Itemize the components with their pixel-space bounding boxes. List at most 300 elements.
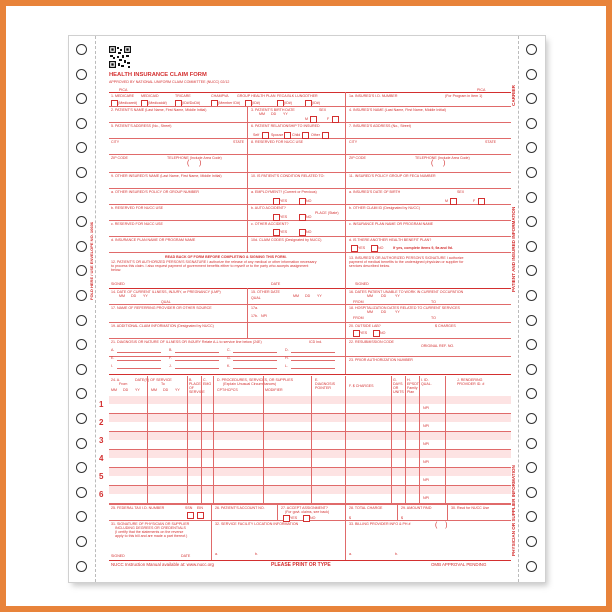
diagnosis-letter: F. — [169, 356, 172, 360]
label-from: From — [119, 382, 128, 386]
left-tractor-hole — [76, 487, 87, 498]
dd-15: DD — [305, 294, 311, 298]
service-line-npi: NPI — [423, 406, 429, 410]
right-tractor-hole — [526, 265, 537, 276]
child-checkbox[interactable] — [302, 132, 309, 139]
left-tractor-hole — [76, 388, 87, 399]
label-city: CITY — [111, 140, 120, 144]
rule — [109, 520, 511, 521]
spouse-checkbox[interactable] — [284, 132, 291, 139]
label-telephone-insured: TELEPHONE (Include Area Code) — [415, 156, 470, 160]
approval-note: APPROVED BY NATIONAL UNIFORM CLAIM COMMITTEE (NUCC) 02/12 — [109, 80, 230, 84]
lab-yes-checkbox[interactable] — [353, 330, 360, 337]
right-tractor-hole — [526, 69, 537, 80]
diagnosis-line[interactable] — [233, 368, 277, 369]
form-title: HEALTH INSURANCE CLAIM FORM — [109, 72, 207, 78]
sex-f-11a-checkbox[interactable] — [478, 198, 485, 205]
rule — [345, 92, 346, 374]
right-tractor-hole — [526, 216, 537, 227]
label-24d: D. PROCEDURES, SERVICES, OR SUPPLIES — [217, 378, 294, 382]
left-tractor-hole — [76, 69, 87, 80]
right-tractor-hole — [526, 44, 537, 55]
footer-nucc: NUCC Instruction Manual available at: www.nucc.org — [111, 562, 214, 567]
label-11d: d. IS THERE ANOTHER HEALTH BENEFIT PLAN? — [349, 238, 432, 242]
employment-no-checkbox[interactable] — [299, 198, 306, 205]
label-24e: E. DIAGNOSIS POINTER — [315, 378, 335, 390]
phone-parens-insured: ( ) — [431, 160, 446, 167]
npi-17b: NPI — [261, 314, 267, 318]
label-24f: F. $ CHARGES — [349, 384, 374, 388]
right-tractor-strip — [518, 36, 545, 582]
date-31: DATE — [181, 554, 191, 558]
label-patient-address: 5. PATIENT'S ADDRESS (No., Street) — [111, 124, 172, 128]
label-12: 12. PATIENT'S OR AUTHORIZED PERSON'S SIGNATURE I authorize the release of any medical or other information necessary — [111, 260, 317, 264]
service-line-shaded — [109, 414, 511, 422]
sex-m-11a-checkbox[interactable] — [450, 198, 457, 205]
yy-16: YY — [395, 294, 400, 298]
icd-ind: ICD Ind. — [309, 340, 323, 344]
label-26: 26. PATIENT'S ACCOUNT NO. — [215, 506, 265, 510]
service-column-rule — [201, 376, 202, 504]
diagnosis-line[interactable] — [291, 352, 335, 353]
left-tractor-strip — [69, 36, 96, 582]
service-column-rule — [391, 376, 392, 504]
service-line-shaded — [109, 432, 511, 440]
right-tractor-hole — [526, 315, 537, 326]
diagnosis-letter: B. — [169, 348, 173, 352]
rel-self: Self — [253, 133, 260, 137]
label-reserved-8: 8. RESERVED FOR NUCC USE — [251, 140, 304, 144]
rel-other-checkbox[interactable] — [322, 132, 329, 139]
label-ssn: SSN — [185, 506, 193, 510]
another-plan-yes-checkbox[interactable] — [351, 245, 358, 252]
label-20: 20. OUTSIDE LAB? — [349, 324, 381, 328]
mm-14: MM — [119, 294, 125, 298]
left-tractor-hole — [76, 216, 87, 227]
label-sex-11a: SEX — [457, 190, 465, 194]
service-column-rule — [445, 376, 446, 504]
charges-20: $ CHARGES — [435, 324, 456, 328]
diagnosis-line[interactable] — [175, 360, 219, 361]
label-13c: services described below. — [349, 264, 390, 268]
label-9b: b. RESERVED FOR NUCC USE — [111, 206, 164, 210]
service-line-number: 5 — [99, 472, 104, 481]
dollar-28: $ — [349, 516, 351, 520]
rule — [109, 322, 511, 323]
self-checkbox[interactable] — [262, 132, 269, 139]
rule — [109, 304, 511, 305]
service-line-number: 4 — [99, 454, 104, 463]
label-33b: b. — [395, 552, 398, 556]
rule — [345, 504, 346, 560]
rule — [247, 106, 248, 252]
opt-champva: (Member ID#) — [218, 101, 241, 105]
right-tractor-hole — [526, 241, 537, 252]
opt-medicare: (Medicare#) — [118, 101, 138, 105]
label-sex: SEX — [319, 108, 327, 112]
rule — [447, 504, 448, 520]
rule — [109, 374, 511, 375]
label-17b: 17b. — [251, 314, 258, 318]
diagnosis-line[interactable] — [117, 368, 161, 369]
rule — [397, 504, 398, 520]
carrier-label: CARRIER — [511, 85, 516, 106]
label-24g: G. DAYS OR UNITS — [393, 378, 404, 394]
other-acc-yes-checkbox[interactable] — [273, 229, 280, 236]
service-line-rule — [109, 503, 511, 504]
label-32: 32. SERVICE FACILITY LOCATION INFORMATION — [215, 522, 299, 526]
right-tractor-hole — [526, 364, 537, 375]
label-group-health: GROUP HEALTH PLAN — [237, 94, 276, 98]
label-22: 22. RESUBMISSION CODE — [349, 340, 394, 344]
opt-group: (ID#) — [252, 101, 260, 105]
opt-feca: (ID#) — [284, 101, 292, 105]
service-column-rule — [311, 376, 312, 504]
label-32a: a. — [215, 552, 218, 556]
label-24h: H. EPSDT Family Plan — [407, 378, 419, 394]
left-tractor-hole — [76, 462, 87, 473]
label-24a: 24. A. — [111, 378, 121, 382]
right-tractor-hole — [526, 339, 537, 350]
diagnosis-letter: D. — [285, 348, 289, 352]
from-16: FROM — [353, 300, 364, 304]
yes-10b: YES — [280, 215, 288, 219]
label-birth-date: 3. PATIENT'S BIRTH DATE — [251, 108, 295, 112]
service-column-rule — [419, 376, 420, 504]
label-to: To — [161, 382, 165, 386]
yy-24-to: YY — [175, 388, 180, 392]
service-line-shaded — [109, 486, 511, 494]
dd-16: DD — [381, 294, 387, 298]
right-tractor-hole — [526, 388, 537, 399]
left-tractor-hole — [76, 44, 87, 55]
label-31d: apply to this bill and are made a part thereof.) — [115, 534, 188, 538]
rule — [109, 138, 511, 139]
rule — [109, 560, 511, 561]
right-tractor-hole — [526, 290, 537, 301]
label-11c: c. INSURANCE PLAN NAME OR PROGRAM NAME — [349, 222, 434, 226]
label-16: 16. DATES PATIENT UNABLE TO WORK IN CURRENT OCCUPATION — [349, 290, 464, 294]
label-24a-dates: DATE(S) OF SERVICE — [135, 378, 172, 382]
signed-12: SIGNED — [111, 282, 125, 286]
label-10c: c. OTHER ACCIDENT? — [251, 222, 289, 226]
label-30: 30. Rsvd for NUCC Use — [451, 506, 490, 510]
rule — [109, 236, 511, 237]
label-28: 28. TOTAL CHARGE — [349, 506, 383, 510]
assign-no-checkbox[interactable] — [303, 515, 310, 522]
label-13b: payment of medical benefits to the undersigned physician or supplier for — [349, 260, 464, 264]
mm-15: MM — [293, 294, 299, 298]
left-tractor-hole — [76, 413, 87, 424]
label-32b: b. — [255, 552, 258, 556]
rule — [277, 504, 278, 520]
sex-m-11a: M — [445, 199, 448, 203]
left-tractor-hole — [76, 511, 87, 522]
left-tractor-hole — [76, 241, 87, 252]
service-column-rule — [405, 376, 406, 504]
label-10b: b. AUTO ACCIDENT? — [251, 206, 286, 210]
service-line-npi: NPI — [423, 496, 429, 500]
right-tractor-hole — [526, 93, 537, 104]
label-24d2: (Explain Unusual Circumstances) — [223, 382, 277, 386]
yes-27: YES — [290, 516, 298, 520]
service-line-number: 3 — [99, 436, 104, 445]
left-tractor-hole — [76, 142, 87, 153]
label-18: 18. HOSPITALIZATION DATES RELATED TO CURRENT SERVICES — [349, 306, 460, 310]
left-tractor-hole — [76, 315, 87, 326]
left-tractor-hole — [76, 290, 87, 301]
service-column-rule — [147, 376, 148, 504]
diagnosis-line[interactable] — [233, 352, 277, 353]
no-11d: NO — [378, 246, 384, 250]
rule — [109, 92, 511, 93]
phone-parens: ( ) — [187, 160, 202, 167]
dd: DD — [271, 112, 277, 116]
to-18: TO — [431, 316, 436, 320]
left-tractor-hole — [76, 561, 87, 572]
label-10a: a. EMPLOYMENT? (Current or Previous) — [251, 190, 317, 194]
no-27: NO — [310, 516, 316, 520]
other-acc-no-checkbox[interactable] — [299, 229, 306, 236]
rule — [109, 288, 511, 289]
left-tractor-hole — [76, 167, 87, 178]
diagnosis-letter: I. — [111, 364, 113, 368]
no-10c: NO — [306, 230, 312, 234]
yes-10c: YES — [280, 230, 288, 234]
dd-18: DD — [381, 310, 387, 314]
diagnosis-letter: K. — [227, 364, 231, 368]
label-11b: b. OTHER CLAIM ID (Designated by NUCC) — [349, 206, 420, 210]
ein-checkbox[interactable] — [197, 512, 204, 519]
right-tractor-hole — [526, 192, 537, 203]
label-31c: (I certify that the statements on the reverse — [115, 530, 184, 534]
mm-24-to: MM — [151, 388, 157, 392]
right-tractor-hole — [526, 438, 537, 449]
diagnosis-letter: A. — [111, 348, 115, 352]
diagnosis-line[interactable] — [117, 360, 161, 361]
service-line-shaded — [109, 396, 511, 404]
diagnosis-line[interactable] — [117, 352, 161, 353]
dd-24-from: DD — [123, 388, 129, 392]
footer-omb: OMB APPROVAL PENDING — [431, 562, 487, 567]
label-33: 33. BILLING PROVIDER INFO & PH # — [349, 522, 411, 526]
rel-spouse: Spouse — [271, 133, 284, 137]
yy-24-from: YY — [135, 388, 140, 392]
rule — [109, 188, 511, 189]
qr-code-icon — [109, 46, 131, 68]
label-17a: 17a. — [251, 306, 258, 310]
label-patient-name: 2. PATIENT'S NAME (Last Name, First Name, Middle Initial) — [111, 108, 207, 112]
label-medicaid: MEDICAID — [141, 94, 159, 98]
readback-note: READ BACK OF FORM BEFORE COMPLETING & SIGNING THIS FORM. — [165, 255, 287, 259]
diagnosis-letter: G. — [227, 356, 231, 360]
label-zip: ZIP CODE — [111, 156, 128, 160]
service-line-npi: NPI — [423, 442, 429, 446]
label-champva: CHAMPVA — [211, 94, 229, 98]
dd-24-to: DD — [163, 388, 169, 392]
diagnosis-letter: H. — [285, 356, 289, 360]
label-policy-group: 11. INSURED'S POLICY GROUP OR FECA NUMBER — [349, 174, 436, 178]
label-33a: a. — [349, 552, 352, 556]
rule — [109, 106, 511, 107]
label-program: (For Program in Item 1) — [445, 94, 483, 98]
pica-right: PICA — [477, 88, 486, 92]
left-tractor-hole — [76, 339, 87, 350]
qual-14: QUAL — [161, 300, 171, 304]
mm: MM — [259, 112, 265, 116]
label-31b: INCLUDING DEGREES OR CREDENTIALS — [115, 526, 186, 530]
service-column-rule — [345, 376, 346, 504]
label-city-insured: CITY — [349, 140, 358, 144]
label-11a: a. INSURED'S DATE OF BIRTH — [349, 190, 401, 194]
label-31: 31. SIGNATURE OF PHYSICIAN OR SUPPLIER — [111, 522, 190, 526]
diagnosis-letter: C. — [227, 348, 231, 352]
label-state-insured: STATE — [485, 140, 497, 144]
qual-15: QUAL — [251, 296, 261, 300]
rule — [247, 288, 248, 338]
diagnosis-line[interactable] — [291, 360, 335, 361]
sex-m: M — [305, 117, 308, 121]
opt-other: (ID#) — [312, 101, 320, 105]
diagnosis-line[interactable] — [175, 352, 219, 353]
ssn-checkbox[interactable] — [187, 512, 194, 519]
sex-f-checkbox[interactable] — [332, 116, 339, 123]
no-10b: NO — [306, 215, 312, 219]
right-tractor-hole — [526, 462, 537, 473]
left-tractor-hole — [76, 364, 87, 375]
label-27b: (For govt. claims, see back) — [285, 510, 330, 514]
rule — [211, 504, 212, 560]
service-line-shaded — [109, 468, 511, 476]
auto-no-checkbox[interactable] — [299, 214, 306, 221]
right-tractor-hole — [526, 511, 537, 522]
label-19: 19. ADDITIONAL CLAIM INFORMATION (Designated by NUCC) — [111, 324, 214, 328]
label-9d: d. INSURANCE PLAN NAME OR PROGRAM NAME — [111, 238, 196, 242]
yy-14: YY — [143, 294, 148, 298]
label-telephone: TELEPHONE (Include Area Code) — [167, 156, 222, 160]
rule — [109, 504, 511, 505]
pica-left: PICA — [119, 88, 128, 92]
label-21: 21. DIAGNOSIS OR NATURE OF ILLNESS OR INJURY Relate A-L to service line below (24E) — [111, 340, 262, 344]
signed-13: SIGNED — [355, 282, 369, 286]
label-24i: I. ID. QUAL. — [421, 378, 432, 386]
diagnosis-letter: E. — [111, 356, 115, 360]
cms-1500-form — [89, 44, 517, 572]
note-11d: If yes, complete items 9, 9a and 9d. — [393, 246, 453, 250]
label-24b: B. PLACE OF SERVICE — [189, 378, 205, 394]
label-medicare: 1. MEDICARE — [111, 94, 134, 98]
footer-print: PLEASE PRINT OR TYPE — [271, 562, 331, 568]
label-insured-name: 4. INSURED'S NAME (Last Name, First Name, Middle Initial) — [349, 108, 446, 112]
label-zip-insured: ZIP CODE — [349, 156, 366, 160]
service-column-rule — [213, 376, 214, 504]
label-insured-id: 1a. INSURED'S I.D. NUMBER — [349, 94, 398, 98]
sex-f-11a: F — [473, 199, 476, 203]
assign-yes-checkbox[interactable] — [283, 515, 290, 522]
to-16: TO — [431, 300, 436, 304]
right-tractor-hole — [526, 536, 537, 547]
label-10d: 10d. CLAIM CODES (Designated by NUCC) — [251, 238, 322, 242]
diagnosis-line[interactable] — [175, 368, 219, 369]
right-tractor-hole — [526, 142, 537, 153]
physician-supplier-label: PHYSICIAN OR SUPPLIER INFORMATION — [511, 465, 516, 556]
phone-parens-33: ( ) — [435, 522, 448, 529]
mm-16: MM — [367, 294, 373, 298]
label-condition: 10. IS PATIENT'S CONDITION RELATED TO: — [251, 174, 325, 178]
service-line-npi: NPI — [423, 478, 429, 482]
employment-yes-checkbox[interactable] — [273, 198, 280, 205]
rule — [109, 220, 511, 221]
label-relationship: 6. PATIENT RELATIONSHIP TO INSURED — [251, 124, 320, 128]
another-plan-no-checkbox[interactable] — [371, 245, 378, 252]
label-place-state: PLACE (State) — [315, 211, 339, 215]
diagnosis-letter: J. — [169, 364, 172, 368]
diagnosis-line[interactable] — [233, 360, 277, 361]
sex-f: F — [327, 117, 330, 121]
service-column-rule — [263, 376, 264, 504]
label-24c: C. EMG — [203, 378, 212, 386]
label-modifier: MODIFIER — [265, 388, 283, 392]
yy-15: YY — [317, 294, 322, 298]
label-original-ref: ORIGINAL REF. NO. — [421, 344, 455, 348]
label-12c: below. — [111, 268, 122, 272]
label-17: 17. NAME OF REFERRING PROVIDER OR OTHER SOURCE — [111, 306, 212, 310]
diagnosis-letter: L. — [285, 364, 288, 368]
diagnosis-line[interactable] — [291, 368, 335, 369]
right-tractor-hole — [526, 167, 537, 178]
label-9a: a. OTHER INSURED'S POLICY OR GROUP NUMBER — [111, 190, 200, 194]
service-line-npi: NPI — [423, 424, 429, 428]
sex-m-checkbox[interactable] — [310, 116, 317, 123]
from-18: FROM — [353, 316, 364, 320]
date-12: DATE — [271, 282, 281, 286]
label-state: STATE — [233, 140, 245, 144]
left-tractor-hole — [76, 118, 87, 129]
label-29: 29. AMOUNT PAID — [401, 506, 432, 510]
claim-form-paper — [68, 35, 546, 583]
no-20: NO — [380, 331, 386, 335]
mm-24-from: MM — [111, 388, 117, 392]
label-ein: EIN — [197, 506, 203, 510]
yy-18: YY — [395, 310, 400, 314]
service-line-number: 6 — [99, 490, 104, 499]
label-15: 15. OTHER DATE — [251, 290, 280, 294]
label-24j: J. RENDERING PROVIDER ID. # — [457, 378, 485, 386]
rule — [109, 172, 511, 173]
label-other-insured: 9. OTHER INSURED'S NAME (Last Name, First Name, Middle Initial) — [111, 174, 222, 178]
right-tractor-hole — [526, 413, 537, 424]
label-12b: to process this claim. I also request payment of government benefits either to myself or to the party who accepts assignment — [111, 264, 309, 268]
lab-no-checkbox[interactable] — [373, 330, 380, 337]
rule — [109, 338, 511, 339]
auto-yes-checkbox[interactable] — [273, 214, 280, 221]
label-25: 25. FEDERAL TAX I.D. NUMBER — [111, 506, 165, 510]
service-line-number: 1 — [99, 400, 104, 409]
no-10a: NO — [306, 199, 312, 203]
label-13: 13. INSURED'S OR AUTHORIZED PERSON'S SIGNATURE I authorize — [349, 256, 464, 260]
left-tractor-hole — [76, 265, 87, 276]
signed-31: SIGNED — [111, 554, 125, 558]
dollar-29: $ — [401, 516, 403, 520]
label-tricare: TRICARE — [175, 94, 191, 98]
left-tractor-hole — [76, 93, 87, 104]
service-line-shaded — [109, 450, 511, 458]
label-feca: FECA BLK LUNG — [277, 94, 306, 98]
rel-child: Child — [292, 133, 301, 137]
opt-tricare: (ID#/DoD#) — [182, 101, 201, 105]
rel-other: Other — [311, 133, 320, 137]
right-tractor-hole — [526, 118, 537, 129]
